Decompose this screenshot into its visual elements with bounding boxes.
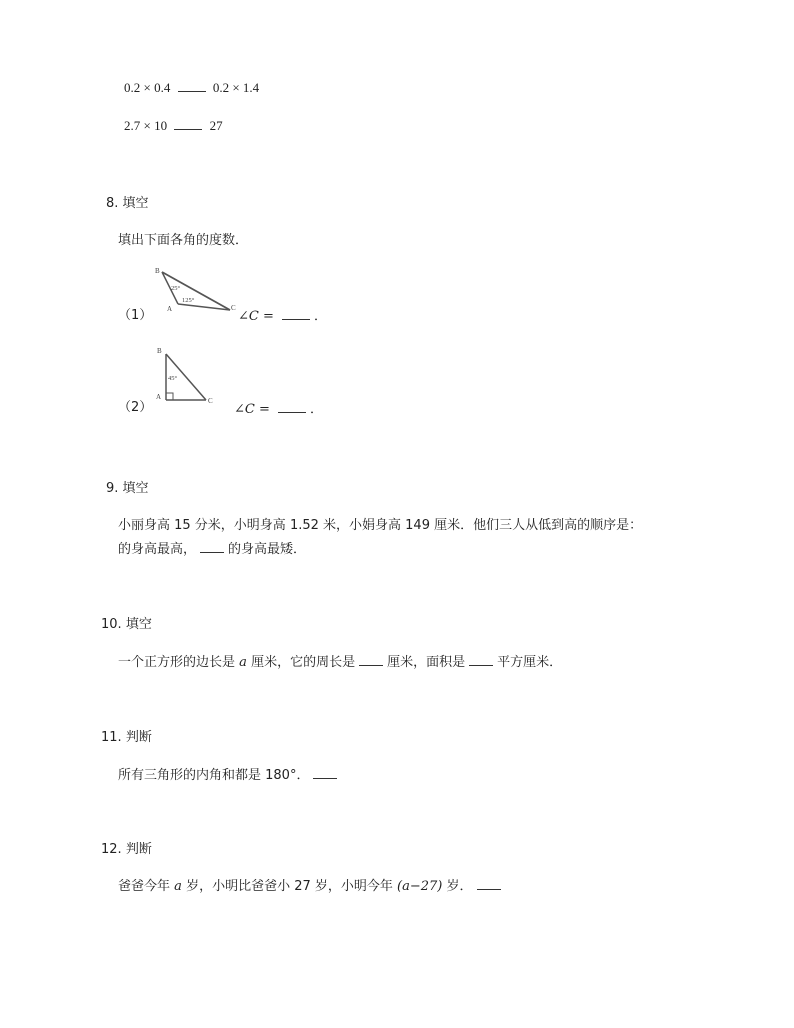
vertex-label-a: A	[156, 393, 162, 401]
question-12-text-c: 岁．	[446, 879, 473, 894]
question-number: 10.	[101, 617, 122, 632]
question-11-text	[118, 764, 341, 783]
variable-a: a	[239, 655, 247, 670]
comparison-row-1	[124, 80, 259, 96]
comparison-row-2	[124, 118, 223, 134]
answer-blank[interactable]	[200, 542, 224, 553]
angle-label-a: 125°	[182, 297, 195, 304]
question-type: 填空	[122, 481, 149, 496]
comparison-right: 27	[209, 118, 223, 133]
question-8-prompt: 填出下面各角的度数．	[118, 233, 249, 248]
question-10-text-c: 厘米，面积是	[387, 655, 466, 670]
question-11-statement: 所有三角形的内角和都是 180°．	[118, 768, 310, 783]
question-8-item-1	[118, 304, 152, 323]
vertex-label-b: B	[155, 267, 160, 275]
question-type: 判断	[125, 842, 152, 857]
question-8-item-1-answer	[238, 305, 327, 324]
question-9-text-b: 的身高最矮．	[228, 542, 307, 557]
sentence-end: ．	[314, 309, 328, 324]
triangle-figure-2	[152, 344, 218, 406]
question-number: 9.	[106, 481, 119, 496]
question-10-header	[101, 613, 152, 632]
triangle-figure-1	[152, 264, 238, 314]
question-12-header	[101, 838, 152, 857]
vertex-label-c: C	[231, 304, 236, 312]
question-8-item-2-answer	[234, 398, 323, 417]
angle-c-expression: ∠C =	[238, 309, 274, 324]
answer-blank[interactable]	[174, 119, 202, 130]
question-type: 填空	[125, 617, 152, 632]
question-type: 填空	[122, 196, 149, 211]
question-number: 8.	[106, 196, 119, 211]
question-10-text-a: 一个正方形的边长是	[118, 655, 236, 670]
question-10-text	[118, 651, 562, 670]
question-9-text-line-1: 小丽身高 15 分米，小明身高 1.52 米，小娟身高 149 厘米．他们三人从低到高的顺序是：	[118, 518, 643, 533]
question-12-text-b: 岁，小明比爸爸小 27 岁，小明今年	[186, 879, 393, 894]
item-label: （2）	[118, 400, 153, 415]
question-12-text-a: 爸爸今年	[118, 879, 171, 894]
comparison-left: 0.2 × 0.4	[124, 80, 171, 95]
answer-blank[interactable]	[359, 655, 383, 666]
answer-blank[interactable]	[469, 655, 493, 666]
question-number: 12.	[101, 842, 122, 857]
angle-label-b: 25°	[171, 285, 181, 292]
question-10-text-d: 平方厘米．	[497, 655, 563, 670]
question-type: 判断	[125, 730, 152, 745]
right-angle-mark	[166, 393, 173, 400]
question-10-text-b: 厘米，它的周长是	[251, 655, 356, 670]
question-9-text-line-2	[118, 538, 306, 557]
vertex-label-a: A	[167, 305, 173, 313]
vertex-label-b: B	[157, 347, 162, 355]
question-11-header	[101, 726, 152, 745]
answer-blank[interactable]	[313, 768, 337, 779]
comparison-left: 2.7 × 10	[124, 118, 168, 133]
sentence-end: ．	[310, 402, 324, 417]
question-number: 11.	[101, 730, 122, 745]
item-label: （1）	[118, 308, 153, 323]
angle-label-b: 45°	[168, 375, 178, 382]
vertex-label-c: C	[208, 397, 213, 405]
expression-a-minus-27: (a−27)	[397, 879, 443, 894]
answer-blank[interactable]	[178, 81, 206, 92]
question-9-text-a: 的身高最高，	[118, 542, 197, 557]
question-8-item-2	[118, 396, 152, 415]
answer-blank[interactable]	[282, 309, 310, 320]
answer-blank[interactable]	[477, 879, 501, 890]
angle-c-expression: ∠C =	[234, 402, 270, 417]
variable-a: a	[174, 879, 182, 894]
answer-blank[interactable]	[278, 402, 306, 413]
question-9-header	[106, 477, 149, 496]
comparison-right: 0.2 × 1.4	[212, 80, 260, 95]
question-12-text	[118, 875, 505, 894]
question-8-header	[106, 192, 149, 211]
